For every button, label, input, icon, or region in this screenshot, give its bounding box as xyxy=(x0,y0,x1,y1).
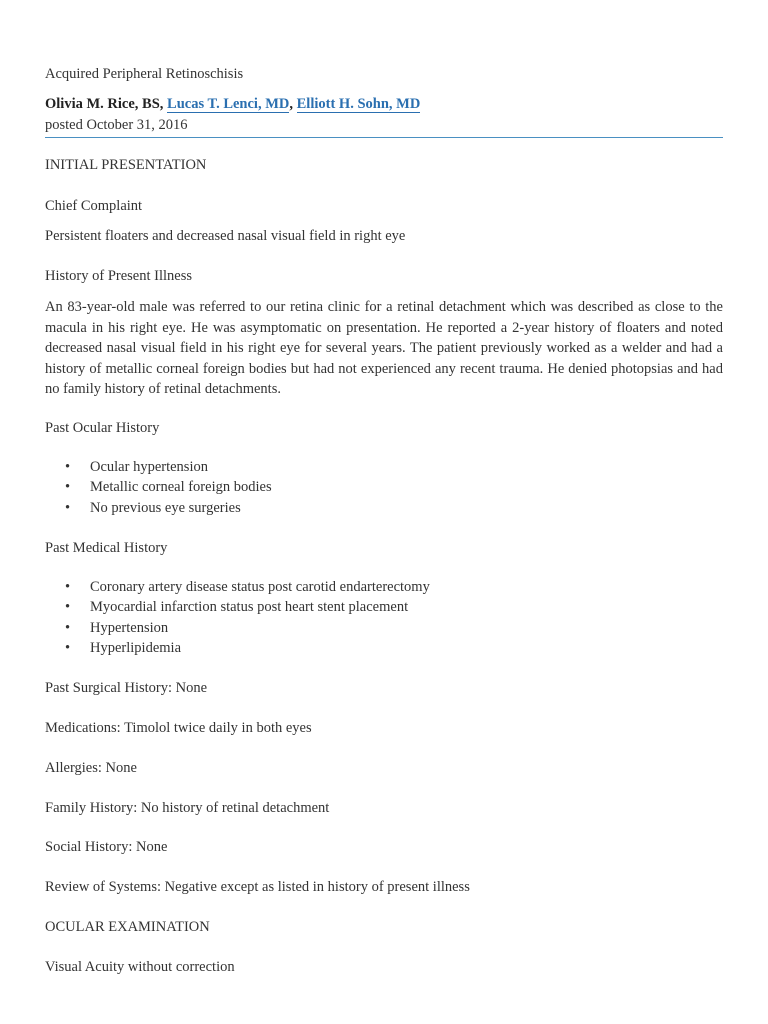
allergies: Allergies: None xyxy=(45,760,137,776)
hpi-heading: History of Present Illness xyxy=(45,268,192,284)
list-item: • Ocular hypertension xyxy=(45,457,272,477)
review-of-systems: Review of Systems: Negative except as listed in history of present illness xyxy=(45,879,470,895)
visual-acuity-heading: Visual Acuity without correction xyxy=(45,959,235,975)
author-link-sohn[interactable]: Elliott H. Sohn, MD xyxy=(296,96,421,112)
bullet-icon: • xyxy=(65,639,71,656)
list-item: • Hyperlipidemia xyxy=(45,638,430,658)
hpi-paragraph: An 83-year-old male was referred to our retina clinic for a retinal detachment which was described as close to the macula in his right eye. He was asymptomatic on presentation. He reported a 2-year history of floaters and noted decreased nasal visual field in his right eye for several years. The patient previously worked as a welder and had a history of metallic corneal foreign bodies but had not experienced any recent trauma. He denied photopsias and had no family history of retinal detachments. xyxy=(45,299,723,397)
list-item: • Metallic corneal foreign bodies xyxy=(45,477,272,497)
list-item: • Myocardial infarction status post heart stent placement xyxy=(45,597,430,617)
bullet-icon: • xyxy=(65,479,71,496)
chief-complaint-text: Persistent floaters and decreased nasal visual field in right eye xyxy=(45,228,406,244)
author-link-lenci[interactable]: Lucas T. Lenci, MD xyxy=(167,96,290,112)
author-separator: , xyxy=(289,96,293,112)
article-title: Acquired Peripheral Retinoschisis xyxy=(45,66,244,82)
header-divider xyxy=(45,137,723,138)
past-ocular-list xyxy=(45,457,272,518)
bullet-icon: • xyxy=(65,459,71,475)
past-medical-list xyxy=(45,577,430,658)
author-line xyxy=(45,95,420,113)
section-heading-ocular-examination: OCULAR EXAMINATION xyxy=(45,919,210,935)
bullet-icon: • xyxy=(65,499,71,516)
section-heading-initial-presentation: INITIAL PRESENTATION xyxy=(45,157,207,173)
family-history: Family History: No history of retinal detachment xyxy=(45,800,330,816)
past-ocular-heading: Past Ocular History xyxy=(45,420,160,436)
medications: Medications: Timolol twice daily in both eyes xyxy=(45,720,312,736)
past-medical-heading: Past Medical History xyxy=(45,540,168,556)
bullet-icon: • xyxy=(65,599,71,616)
past-surgical-history: Past Surgical History: None xyxy=(45,680,208,696)
bullet-icon: • xyxy=(65,579,71,595)
list-item: • No previous eye surgeries xyxy=(45,498,272,518)
chief-complaint-heading: Chief Complaint xyxy=(45,198,143,214)
posted-date: posted October 31, 2016 xyxy=(45,117,188,133)
author-primary: Olivia M. Rice, BS, xyxy=(45,96,164,112)
bullet-icon: • xyxy=(65,619,71,636)
list-item: • Coronary artery disease status post carotid endarterectomy xyxy=(45,577,430,597)
list-item: • Hypertension xyxy=(45,618,430,638)
social-history: Social History: None xyxy=(45,839,168,855)
